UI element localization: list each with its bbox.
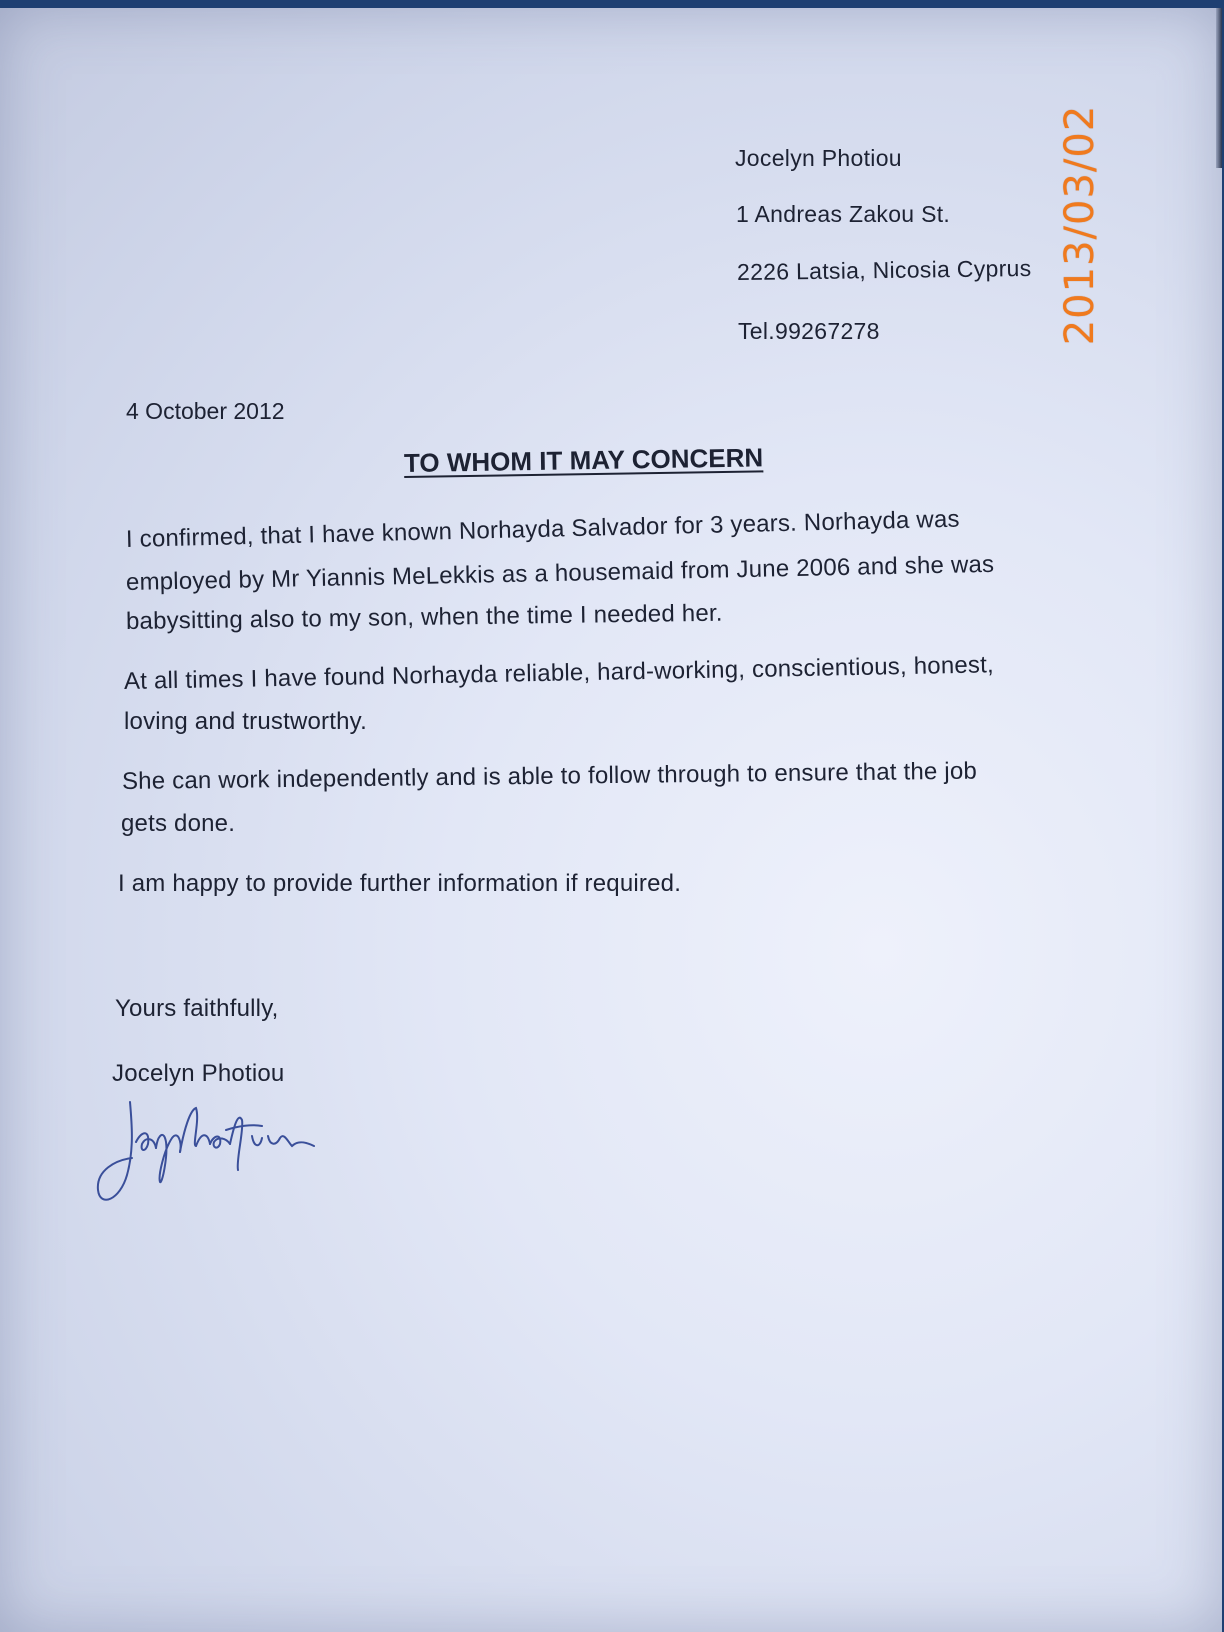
letter-date: 4 October 2012 bbox=[126, 398, 285, 424]
paragraph-3-line-1: She can work independently and is able to follow through to ensure that the job bbox=[121, 757, 978, 795]
handwritten-signature bbox=[92, 1090, 332, 1210]
paragraph-3-line-2: gets done. bbox=[121, 810, 236, 837]
closing: Yours faithfully, bbox=[115, 995, 279, 1022]
sender-name: Jocelyn Photiou bbox=[735, 145, 902, 171]
letter-heading: TO WHOM IT MAY CONCERN bbox=[403, 442, 764, 478]
paragraph-1-line-2: employed by Mr Yiannis MeLekkis as a housemaid from June 2006 and she was bbox=[125, 550, 995, 596]
sender-city: 2226 Latsia, Nicosia Cyprus bbox=[736, 254, 1032, 286]
paragraph-2-line-1: At all times I have found Norhayda reliable, hard-working, conscientious, honest, bbox=[123, 651, 995, 695]
paragraph-1-line-3: babysitting also to my son, when the time I needed her. bbox=[125, 599, 723, 635]
date-stamp-text: 2013/03/02 bbox=[1057, 104, 1103, 346]
sender-phone: Tel.99267278 bbox=[738, 318, 880, 344]
paragraph-2-line-2: loving and trustworthy. bbox=[124, 708, 367, 735]
paragraph-4: I am happy to provide further information if required. bbox=[118, 870, 682, 897]
sender-street: 1 Andreas Zakou St. bbox=[736, 201, 951, 227]
signatory-name: Jocelyn Photiou bbox=[112, 1060, 285, 1087]
paragraph-1-line-1: I confirmed, that I have known Norhayda Salvador for 3 years. Norhayda was bbox=[125, 505, 960, 553]
